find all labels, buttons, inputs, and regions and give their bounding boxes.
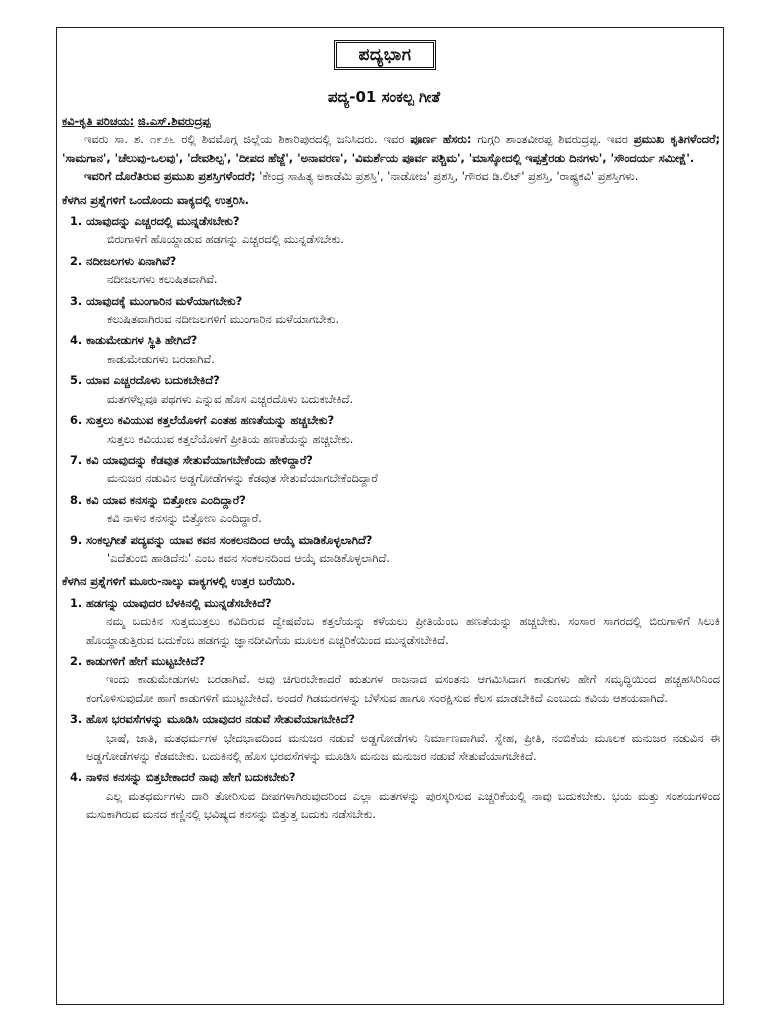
answer-text: ಮತಗಳೆಲ್ಲವೂ ಪಥಗಳು ಎನ್ನುವ ಹೊಸ ಎಚ್ಚರದೊಳು ಬದುಕಬೇಕಿದೆ. [107, 391, 354, 406]
question-number: 1. [70, 595, 83, 610]
answer-text: ಎಲ್ಲ ಮತಧರ್ಮಗಳು ದಾರಿ ತೋರಿಸುವ ದೀಪಗಳಾಗಿರುವುದರಿಂದ ಎಲ್ಲಾ ಮತಗಳನ್ನು ಪುರಸ್ಕರಿಸುವ ಎಚ್ಚರಿಕೆಯಲ್ಲಿ ನಾವು ಬದುಕಬೇಕು. ಭಯ ಮತ್ತು ಸಂಶಯಗಳಿಂದ ಮಸುಕಾಗಿರುವ ಮನದ ಕಣ್ಣಿನಲ್ಲಿ ಭವಿಷ್ಯದ ಕನಸನ್ನು ಬಿತ್ತುತ್ತ ಬದುಕು ನಡೆಸಬೇಕು. [86, 788, 720, 822]
bio-paragraph-2 [62, 167, 720, 185]
question [62, 331, 720, 349]
answer-text: ಕವಿ ನಾಳಿನ ಕನಸನ್ನು ಬಿತ್ತೋಣ ಎಂದಿದ್ದಾರೆ. [107, 511, 262, 526]
answer-text: ಬಿರುಗಾಳಿಗೆ ಹೊಯ್ದಾಡುವ ಹಡಗನ್ನು ಎಚ್ಚರದಲ್ಲಿ ಮುನ್ನಡೆಸಬೇಕು. [107, 232, 344, 247]
question-number: 5. [70, 373, 83, 388]
question [62, 451, 720, 469]
question [62, 411, 720, 429]
question [62, 212, 720, 230]
bio-text: ಇವರು ಸಾ. ಶ. ೧೯೨೬ ರಲ್ಲಿ ಶಿವಮೊಗ್ಗ ಜಿಲ್ಲೆಯ ಶಿಕಾರಿಪುರದಲ್ಲಿ ಜನಿಸಿದರು. ಇವರ [84, 132, 411, 147]
question-text: ಸುತ್ತಲು ಕವಿಯುವ ಕತ್ತಲೆಯೊಳಗೆ ಎಂತಹ ಹಣತೆಯನ್ನು ಹಚ್ಚಬೇಕು? [86, 413, 335, 428]
awards-label: ಇವರಿಗೆ ದೊರೆತಿರುವ ಪ್ರಮುಖ ಪ್ರಶಸ್ತಿಗಳೆಂದರೆ; [84, 169, 256, 184]
question [62, 768, 720, 786]
question [62, 594, 720, 612]
answer-text: 'ಎದೆತುಂಬಿ ಹಾಡಿದೆನು' ಎಂಬ ಕವನ ಸಂಕಲನದಿಂದ ಆಯ್ಕೆ ಮಾಡಿಕೊಳ್ಳಲಾಗಿದೆ. [107, 550, 390, 565]
question-text: ಯಾವ ಎಚ್ಚರದೊಳು ಬದುಕಬೇಕಿದೆ? [86, 373, 220, 388]
section-2-heading: ಕೆಳಗಿನ ಪ್ರಶ್ನೆಗಳಿಗೆ ಮೂರು-ನಾಲ್ಕು ವಾಕ್ಯಗಳಲ್ಲಿ ಉತ್ತರ ಬರೆಯಿರಿ. [62, 574, 296, 589]
question-number: 2. [70, 653, 83, 668]
question-number: 6. [70, 413, 83, 428]
question [62, 710, 720, 728]
question [62, 292, 720, 310]
long-answer-list [62, 594, 720, 824]
bio-heading-line [62, 112, 720, 130]
answer-text: ಇಂದು ಕಾಡುಮೇಡುಗಳು ಬರಡಾಗಿವೆ. ಅವು ಚಿಗುರಬೇಕಾದರೆ ಋತುಗಳ ರಾಜನಾದ ವಸಂತನು ಆಗಮಿಸಿದಾಗ ಕಾಡುಗಳು ಹೇಗೆ ಸಮೃದ್ಧಿಯಿಂದ ಹಚ್ಚಹಸಿರಿನಿಂದ ಕಂಗೊಳಿಸುವುದೋ ಹಾಗೆ ಕಾಡುಗಳಿಗೆ ಮುಟ್ಟಬೇಕಿದೆ. ಅಂದರೆ ಗಿಡಮರಗಳನ್ನು ಬೆಳೆಸುವ ಹಾಗೂ ಸಂರಕ್ಷಿಸುವ ಕೆಲಸ ಮಾಡಬೇಕಿದೆ ಎಂಬುದು ಕವಿಯ ಆಶಯವಾಗಿದೆ. [86, 672, 720, 705]
poem-title: ಪದ್ಯ-01 ಸಂಕಲ್ಪ ಗೀತೆ [327, 88, 441, 106]
question [62, 371, 720, 389]
question-number: 7. [70, 452, 83, 467]
question-number: 2. [70, 253, 83, 268]
question-text: ಯಾವುದಕ್ಕೆ ಮುಂಗಾರಿನ ಮಳೆಯಾಗಬೇಕು? [86, 293, 243, 308]
poet-name: ಜಿ.ಎಸ್.ಶಿವರುದ್ರಪ್ಪ [137, 114, 211, 128]
question-number: 1. [70, 214, 83, 229]
short-answer-list [62, 212, 720, 567]
question-number: 4. [70, 770, 83, 785]
awards-list: 'ಕೇಂದ್ರ ಸಾಹಿತ್ಯ ಅಕಾಡೆಮಿ ಪ್ರಶಸ್ತಿ', 'ನಾಡೋಜ' ಪ್ರಶಸ್ತಿ, 'ಗೌರವ ಡಿ.ಲಿಟ್' ಪ್ರಶಸ್ತಿ, 'ರಾಷ್ಟ್ರಕವಿ' ಪ್ರಶಸ್ತಿಗಳು. [255, 169, 639, 184]
answer-text: ಕಲುಷಿತವಾಗಿರುವ ನದೀಜಲಗಳಿಗೆ ಮುಂಗಾರಿನ ಮಳೆಯಾಗಬೇಕು. [107, 312, 340, 327]
bio-text: ಗುಗ್ಗರಿ ಶಾಂತವೀರಪ್ಪ ಶಿವರುದ್ರಪ್ಪ. ಇವರ [471, 132, 634, 147]
question-number: 9. [70, 532, 83, 547]
question-number: 8. [70, 492, 83, 507]
answer-text: ನದೀಜಲಗಳು ಕಲುಷಿತವಾಗಿವೆ. [107, 272, 218, 287]
bio-bold: ಪ್ರಮುಖ ಕೃತಿಗಳೆಂದರೆ; [633, 132, 721, 147]
question-text: ಕವಿ ಯಾವುದನ್ನು ಕೆಡವುತ ಸೇತುವೆಯಾಗಬೇಕೆಂದು ಹೇಳಿದ್ದಾರೆ? [86, 452, 313, 467]
section-title: ಪದ್ಯಭಾಗ [358, 45, 412, 65]
question-text: ನದೀಜಲಗಳು ಏನಾಗಿವೆ? [86, 253, 177, 268]
section-title-box [334, 40, 436, 70]
answer-text: ಸುತ್ತಲು ಕವಿಯುವ ಕತ್ತಲೆಯೊಳಗೆ ಪ್ರೀತಿಯ ಹಣತೆಯನ್ನು ಹಚ್ಚಬೇಕು. [107, 431, 354, 446]
question [62, 531, 720, 549]
question-number: 3. [70, 293, 83, 308]
question-text: ಕವಿ ಯಾವ ಕನಸನ್ನು ಬಿತ್ತೋಣ ಎಂದಿದ್ದಾರೆ? [86, 492, 246, 507]
bio-label: ಕವಿ-ಕೃತಿ ಪರಿಚಯ: [62, 114, 135, 128]
question-text: ಕಾಡುಗಳಿಗೆ ಹೇಗೆ ಮುಟ್ಟಬೇಕಿದೆ? [86, 653, 206, 668]
section-1-heading: ಕೆಳಗಿನ ಪ್ರಶ್ನೆಗಳಿಗೆ ಒಂದೊಂದು ವಾಕ್ಯದಲ್ಲಿ ಉತ್ತರಿಸಿ. [62, 192, 249, 207]
question-text: ಹೊಸ ಭರವಸೆಗಳನ್ನು ಮೂಡಿಸಿ ಯಾವುದರ ನಡುವೆ ಸೇತುವೆಯಾಗಬೇಕಿದೆ? [86, 712, 356, 727]
bio-bold: ಪೂರ್ಣ ಹೆಸರು: [410, 132, 472, 147]
question-text: ನಾಳಿನ ಕನಸನ್ನು ಬಿತ್ತಬೇಕಾದರೆ ನಾವು ಹೇಗೆ ಬದುಕಬೇಕು? [86, 770, 296, 785]
works-list: 'ಸಾಮಗಾನ', 'ಚೆಲುವು-ಒಲವು', 'ದೇವಶಿಲ್ಪ', 'ದೀಪದ ಹೆಜ್ಜೆ', 'ಅನಾವರಣ', 'ವಿಮರ್ಶೆಯ ಪೂರ್ವ ಪಶ್ಚಿಮ', 'ಮಾಸ್ಕೋದಲ್ಲಿ ಇಪ್ಪತ್ತೆರಡು ದಿನಗಳು', 'ಸೌಂದರ್ಯ ಸಮೀಕ್ಷೆ'. [62, 150, 695, 165]
question-text: ಸಂಕಲ್ಪಗೀತೆ ಪದ್ಯವನ್ನು ಯಾವ ಕವನ ಸಂಕಲನದಿಂದ ಆಯ್ಕೆ ಮಾಡಿಕೊಳ್ಳಲಾಗಿದೆ? [86, 532, 373, 547]
question-number: 4. [70, 333, 83, 348]
bio-paragraph-1 [62, 130, 720, 167]
question-text: ಹಡಗನ್ನು ಯಾವುದರ ಬೆಳಕಿನಲ್ಲಿ ಮುನ್ನಡೆಸಬೇಕಿದೆ? [86, 595, 272, 610]
answer-text: ಭಾಷೆ, ಜಾತಿ, ಮತಧರ್ಮಗಳ ಭೇದಭಾವದಿಂದ ಮನುಜರ ನಡುವೆ ಅಡ್ಡಗೋಡೆಗಳು ನಿರ್ಮಾಣವಾಗಿವೆ. ಸ್ನೇಹ, ಪ್ರೀತಿ, ನಂಬಿಕೆಯ ಮೂಲಕ ಮನುಜರ ನಡುವಿನ ಈ ಅಡ್ಡಗೋಡೆಗಳನ್ನು ಕೆಡವಬೇಕು. ಬದುಕಿನಲ್ಲಿ ಹೊಸ ಭರವಸೆಗಳನ್ನು ಮೂಡಿಸಿ ಮನುಜ ಮನುಜರ ನಡುವೆ ಸೇತುವೆಯಾಗಬೇಕಿದೆ. [86, 730, 720, 763]
question [62, 491, 720, 509]
question-number: 3. [70, 712, 83, 727]
answer-text: ಕಾಡುಮೇಡುಗಳು ಬರಡಾಗಿವೆ. [107, 351, 215, 366]
question-text: ಯಾವುದನ್ನು ಎಚ್ಚರದಲ್ಲಿ ಮುನ್ನಡೆಸಬೇಕು? [86, 214, 240, 229]
document-body [62, 112, 720, 824]
question-text: ಕಾಡುಮೇಡುಗಳ ಸ್ಥಿತಿ ಹೇಗಿದೆ? [86, 333, 198, 348]
answer-text: ನಮ್ಮ ಬದುಕಿನ ಸುತ್ತಮುತ್ತಲು ಕವಿದಿರುವ ದ್ವೇಷವೆಂಬ ಕತ್ತಲೆಯನ್ನು ಕಳೆಯಲು ಪ್ರೀತಿಯೆಂಬ ಹಣತೆಯನ್ನು ಹಚ್ಚಬೇಕು. ಸಂಸಾರ ಸಾಗರದಲ್ಲಿ ಬಿರುಗಾಳಿಗೆ ಸಿಲುಕಿ ಹೊಯ್ದಾಡುತ್ತಿರುವ ಬದುಕೆಂಬ ಹಡಗನ್ನು ಜ್ಞಾನದೀವಿಗೆಯ ಮೂಲಕ ಎಚ್ಚರಿಕೆಯಿಂದ ಮುನ್ನಡೆಸಬೇಕಿದೆ. [86, 614, 720, 647]
question [62, 252, 720, 270]
question [62, 652, 720, 670]
answer-text: ಮನುಜರ ನಡುವಿನ ಅಡ್ಡಗೋಡೆಗಳನ್ನು ಕೆಡವುತ ಸೇತುವೆಯಾಗಬೇಕೆಂದಿದ್ದಾರೆ [107, 471, 378, 486]
